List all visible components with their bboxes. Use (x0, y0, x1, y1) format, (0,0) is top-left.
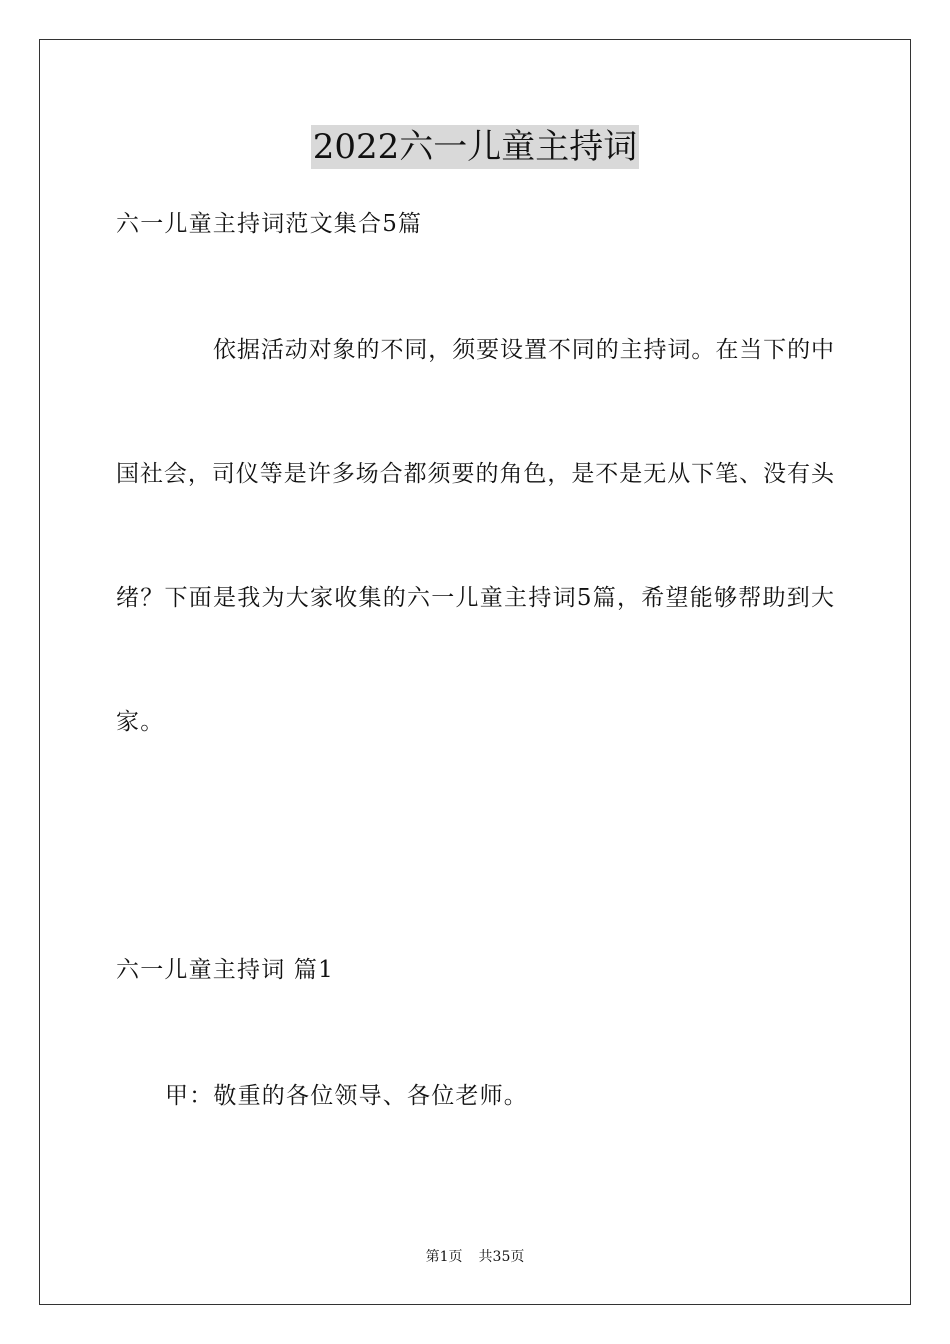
section-heading: 六一儿童主持词 篇1 (116, 957, 334, 983)
title-container (0, 125, 950, 169)
intro-line-1: 依据活动对象的不同，须要设置不同的主持词。在当下的中 (213, 337, 834, 363)
document-title: 2022六一儿童主持词 (312, 127, 638, 167)
page-footer (0, 1247, 950, 1267)
intro-line-4: 家。 (116, 709, 165, 735)
dialogue-line: 甲：敬重的各位领导、各位老师。 (165, 1083, 528, 1109)
document-subtitle: 六一儿童主持词范文集合5篇 (116, 211, 423, 237)
total-pages: 共35页 (478, 1249, 525, 1265)
intro-line-2: 国社会，司仪等是许多场合都须要的角色，是不是无从下笔、没有头 (116, 461, 834, 487)
intro-line-3: 绪？下面是我为大家收集的六一儿童主持词5篇，希望能够帮助到大 (116, 585, 834, 611)
page-number: 第1页 (425, 1249, 463, 1265)
